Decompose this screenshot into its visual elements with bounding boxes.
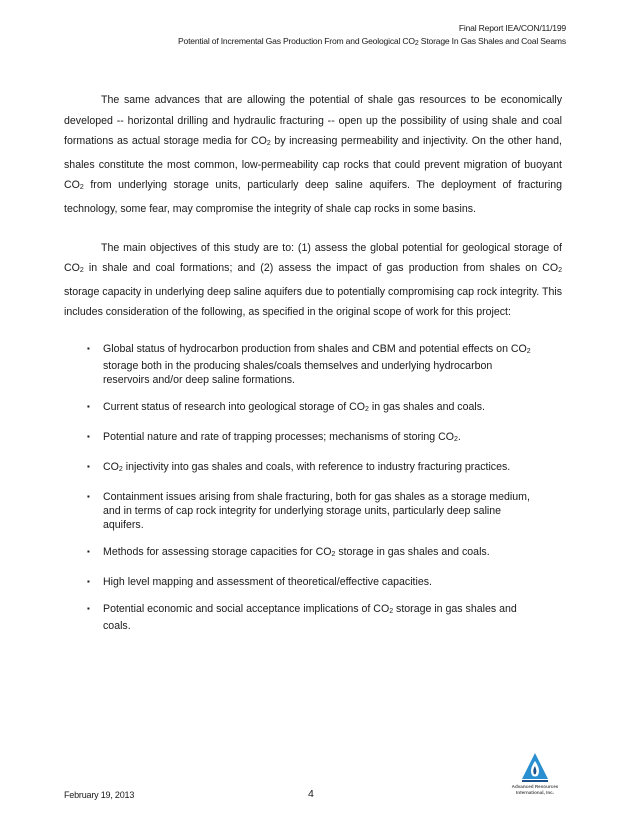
bullet-item: ▪ High level mapping and assessment of theoretical/effective capacities.: [87, 575, 432, 588]
bullet-marker: ▪: [87, 401, 90, 411]
body-text: [64, 90, 562, 646]
page-number: 4: [308, 788, 314, 800]
bullet-marker: ▪: [87, 461, 90, 471]
bullet-item: ▪ Potential nature and rate of trapping processes; mechanisms of storing $CO_2$.: [87, 430, 461, 443]
report-title: Potential of Incremental Gas Production From and Geological $CO_2$ Storage In Gas Shales and Coal Seams: [177, 36, 566, 47]
footer-date: February 19, 2013: [64, 790, 135, 800]
bullet-marker: ▪: [87, 603, 90, 613]
bullet-item: ▪ Containment issues arising from shale fracturing, both for gas shales as a storage medium, and in terms of cap rock integrity for underlying storage units, particularly deep saline aquifers.: [87, 490, 530, 531]
paragraph-objectives: The main objectives of this study are to: (1) assess the global potential for geological storage of $CO_2$ in shale and coal formations; and (2) assess the impact of gas production from shales on $CO_2$ storage capacity in underlying deep saline aquifers due to potentially compromising cap rock integrity. This includes consideration of the following, as specified in the original scope of work for this project:: [64, 241, 562, 319]
bullet-marker: ▪: [87, 343, 90, 353]
bullet-marker: ▪: [87, 491, 90, 501]
paragraph-intro: The same advances that are allowing the potential of shale gas resources to be economically developed -- horizontal drilling and hydraulic fracturing -- open up the possibility of using shale and coal formations as actual storage media for $CO_2$ by increasing permeability and injectivity. On the other hand, shales constitute the most common, low-permeability cap rocks that could prevent migration of buoyant $CO_2$ from underlying storage units, particularly deep saline aquifers. The deployment of fracturing technology, some fear, may compromise the integrity of shale cap rocks in some basins.: [64, 94, 562, 215]
bullet-marker: ▪: [87, 546, 90, 556]
bullet-item: ▪ Potential economic and social acceptance implications of $CO_2$ storage in gas shales and coals.: [87, 602, 517, 632]
report-number: Final Report IEA/CON/11/199: [458, 23, 566, 33]
bullet-item: ▪ $CO_2$ injectivity into gas shales and coals, with reference to industry fracturing practices.: [87, 460, 511, 473]
bullet-item: ▪ Methods for assessing storage capacities for $CO_2$ storage in gas shales and coals.: [87, 545, 490, 558]
page-header: [178, 22, 566, 50]
bullet-item: ▪ Current status of research into geological storage of $CO_2$ in gas shales and coals.: [87, 400, 485, 413]
logo-company-name: Advanced Resources International, Inc.: [511, 784, 559, 795]
company-logo: [506, 752, 564, 796]
bullet-marker: ▪: [87, 576, 90, 586]
bullet-item: ▪ Global status of hydrocarbon production from shales and CBM and potential effects on $CO_2$ storage both in the producing shales/coals themselves and underlying hydrocarbon reservoirs and/or deep saline formations.: [87, 342, 531, 386]
bullet-marker: ▪: [87, 431, 90, 441]
scope-bullet-list: [64, 342, 562, 633]
logo-mark-icon: [520, 752, 550, 784]
